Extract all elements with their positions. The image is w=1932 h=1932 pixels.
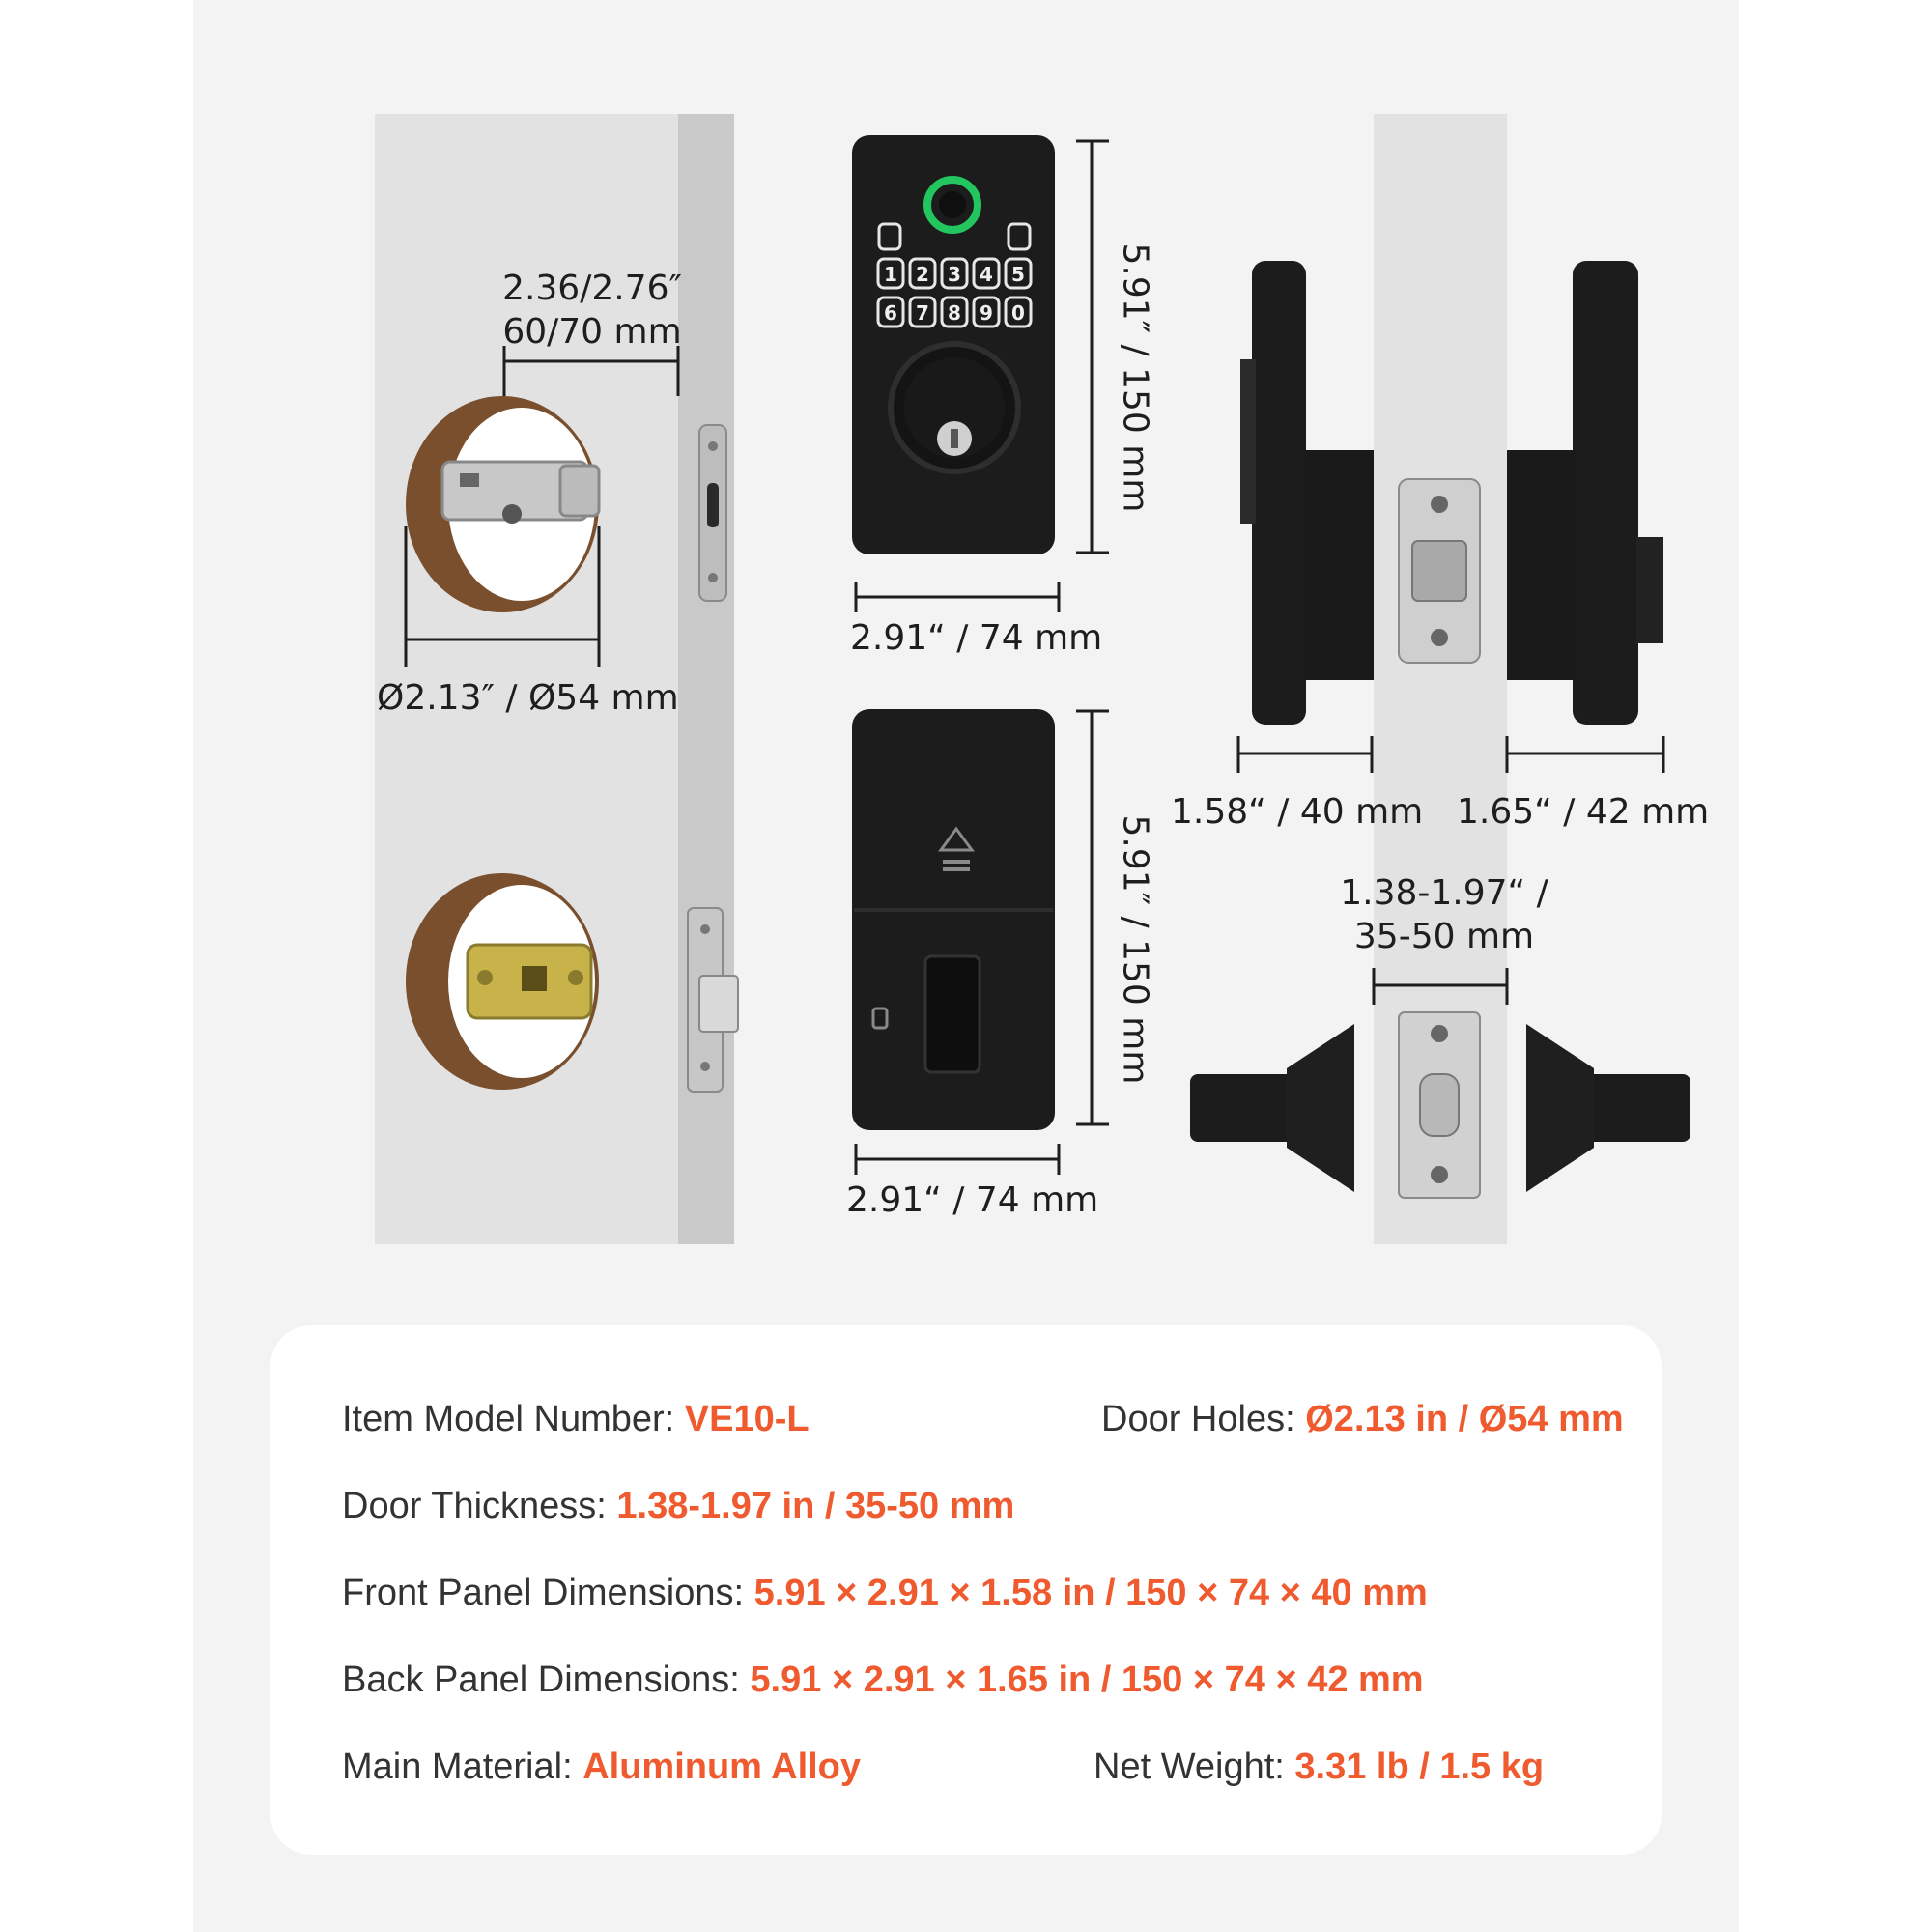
backset-inch: 2.36/2.76″: [502, 269, 682, 308]
spec-front-panel: [342, 1573, 1428, 1614]
keypad-key-label: 7: [916, 301, 929, 325]
door-thickness-inch: 1.38-1.97“ /: [1340, 873, 1548, 913]
top-bore-hole: [406, 396, 599, 612]
spec-model: [342, 1399, 810, 1440]
spec-card: [270, 1325, 1662, 1855]
back-panel-illustration: [852, 709, 1055, 1130]
keypad-key-label: 9: [980, 301, 993, 325]
latch-illustration: [1190, 976, 1690, 1244]
front-depth-label: 1.58“ / 40 mm: [1171, 792, 1424, 832]
spec-thickness-value: 1.38-1.97 in / 35-50 mm: [616, 1486, 1015, 1526]
keypad-key-label: 8: [948, 301, 961, 325]
spec-weight-value: 3.31 lb / 1.5 kg: [1294, 1747, 1545, 1787]
spec-weight: [1094, 1747, 1544, 1788]
spec-material-label: Main Material:: [342, 1747, 583, 1787]
keypad-key-label: 6: [884, 301, 897, 325]
backset-mm: 60/70 mm: [502, 312, 682, 352]
spec-holes-label: Door Holes:: [1101, 1399, 1306, 1439]
spec-model-label: Item Model Number:: [342, 1399, 685, 1439]
keypad-key-label: 0: [1011, 301, 1025, 325]
spec-material: [342, 1747, 861, 1788]
back-depth-label: 1.65“ / 42 mm: [1457, 792, 1710, 832]
keypad-key-label: 1: [884, 263, 897, 286]
front-panel-illustration: [852, 135, 1055, 554]
keypad-key-label: 5: [1011, 263, 1025, 286]
spec-front-label: Front Panel Dimensions:: [342, 1573, 754, 1613]
keypad-key-label: 2: [916, 263, 929, 286]
door-thickness-mm: 35-50 mm: [1353, 917, 1535, 956]
spec-front-value: 5.91 × 2.91 × 1.58 in / 150 × 74 × 40 mm: [753, 1573, 1428, 1613]
spec-material-value: Aluminum Alloy: [582, 1747, 862, 1787]
spec-back-label: Back Panel Dimensions:: [342, 1660, 751, 1700]
front-height-label: 5.91″ / 150 mm: [1115, 242, 1155, 513]
spec-back-value: 5.91 × 2.91 × 1.65 in / 150 × 74 × 42 mm: [750, 1660, 1424, 1700]
spec-weight-label: Net Weight:: [1094, 1747, 1295, 1787]
back-width-label: 2.91“ / 74 mm: [846, 1180, 1099, 1220]
hole-diameter-label: Ø2.13″ / Ø54 mm: [377, 678, 679, 718]
back-height-label: 5.91″ / 150 mm: [1115, 814, 1155, 1085]
spec-holes-value: Ø2.13 in / Ø54 mm: [1305, 1399, 1624, 1439]
keypad-key-label: 3: [948, 263, 961, 286]
bottom-bore-hole: [406, 873, 599, 1090]
keypad-key-label: 4: [980, 263, 993, 286]
front-width-label: 2.91“ / 74 mm: [850, 618, 1103, 658]
spec-thickness-label: Door Thickness:: [342, 1486, 617, 1526]
spec-holes: [1101, 1399, 1624, 1440]
spec-back-panel: [342, 1660, 1424, 1701]
door-thickness-label: [1333, 871, 1555, 958]
spec-model-value: VE10-L: [684, 1399, 810, 1439]
spec-thickness: [342, 1486, 1014, 1527]
backset-label: [491, 267, 694, 354]
